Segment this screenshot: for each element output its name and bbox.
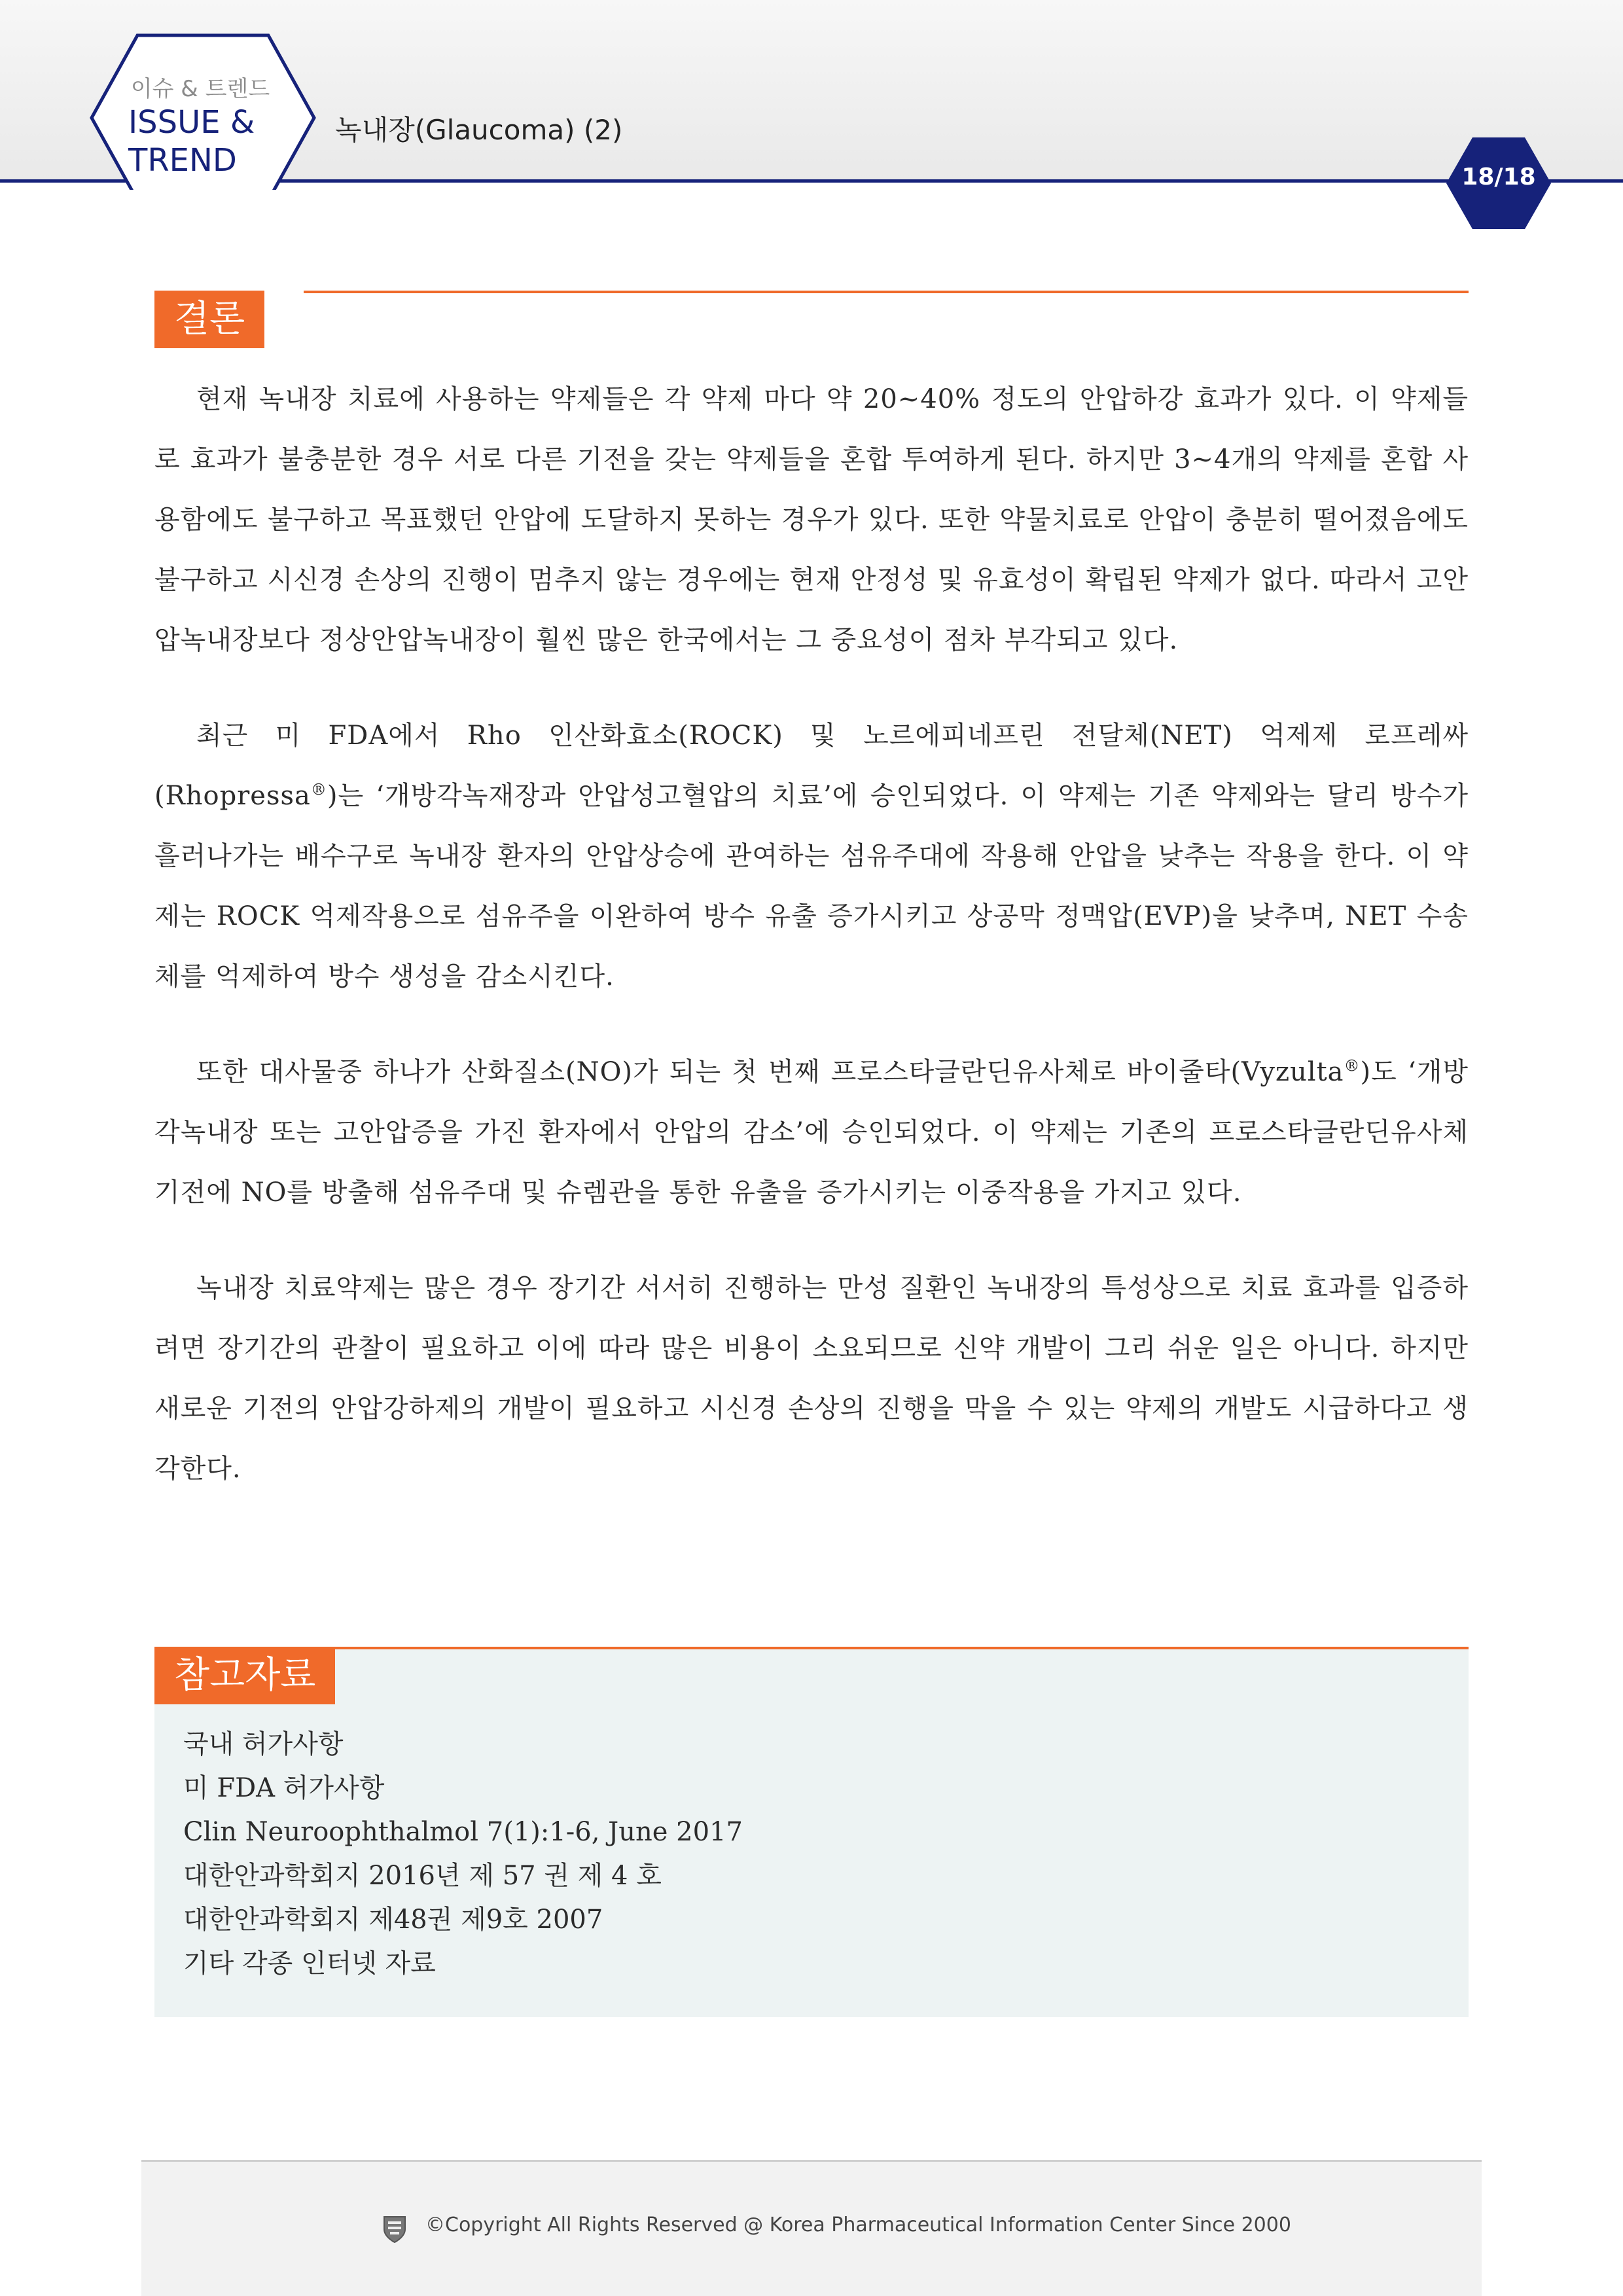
kpic-logo-icon xyxy=(382,2215,407,2244)
reference-item: 대한안과학회지 제48권 제9호 2007 xyxy=(183,1905,603,1935)
reference-item: 미 FDA 허가사항 xyxy=(183,1773,385,1803)
reference-item: 대한안과학회지 2016년 제 57 권 제 4 호 xyxy=(183,1861,662,1891)
badge-title-line2: TREND xyxy=(128,142,237,179)
paragraph-1: 현재 녹내장 치료에 사용하는 약제들은 각 약제 마다 약 20~40% 정도의 안압하강 효과가 있다. 이 약제들로 효과가 불충분한 경우 서로 다른 기전을 갖는 약제들을 혼합 투여하게 된다. 하지만 3~4개의 약제를 혼합 사용함에도 불구하고 목표했던 안압에 도달하지 못하는 경우가 있다. 또한 약물치료로 안압이 충분히 떨어졌음에도 불구하고 시신경 손상의 진행이 멈추지 않는 경우에는 현재 안정성 및 유효성이 확립된 약제가 없다. 따라서 고안압녹내장보다 정상안압녹내장이 훨씬 많은 한국에서는 그 중요성이 점차 부각되고 있다. xyxy=(154,384,1469,655)
conclusion-heading-bar xyxy=(154,291,1469,348)
paragraph-3-part-b: )도 ‘개방각녹내장 또는 고안압증을 가진 환자에서 안압의 감소’에 승인되었다. 이 약제는 기존의 프로스타글란딘유사체 기전에 NO를 방출해 섬유주대 및 슈렘관을 통한 유출을 증가시키는 이중작용을 가지고 있다. xyxy=(154,1057,1469,1208)
paragraph-3-part-a: 또한 대사물중 하나가 산화질소(NO)가 되는 첫 번째 프로스타글란딘유사체로 바이줄타(Vyzulta xyxy=(196,1057,1344,1087)
badge-title xyxy=(128,103,298,179)
references-heading-bar xyxy=(154,1647,1469,1704)
badge-title-line1: ISSUE & xyxy=(128,104,255,141)
conclusion-heading: 결론 xyxy=(154,291,264,348)
paragraph-2-part-a: 최근 미 FDA에서 Rho 인산화효소(ROCK) 및 노르에피네프린 전달체(NET) 억제제 로프레싸(Rhopressa xyxy=(154,721,1469,811)
reference-item: Clin Neuroophthalmol 7(1):1-6, June 2017 xyxy=(183,1817,743,1847)
reference-item: 국내 허가사항 xyxy=(183,1729,344,1759)
reference-item: 기타 각종 인터넷 자료 xyxy=(183,1948,436,1979)
conclusion-heading-rule xyxy=(304,291,1469,293)
page-number: 18/18 xyxy=(1461,164,1536,190)
paragraph-3 xyxy=(154,1042,1469,1223)
conclusion-body xyxy=(154,369,1469,1534)
document-title: 녹내장(Glaucoma) (2) xyxy=(335,114,623,146)
registered-mark: ® xyxy=(1344,1056,1361,1075)
references-list xyxy=(183,1723,743,1986)
paragraph-2-part-b: )는 ‘개방각녹재장과 안압성고혈압의 치료’에 승인되었다. 이 약제는 기존 약제와는 달리 방수가 흘러나가는 배수구로 녹내장 환자의 안압상승에 관여하는 섬유주대에 작용해 안압을 낮추는 작용을 한다. 이 약제는 ROCK 억제작용으로 섬유주을 이완하여 방수 유출 증가시키고 상공막 정맥압(EVP)을 낮추며, NET 수송체를 억제하여 방수 생성을 감소시킨다. xyxy=(154,781,1469,992)
paragraph-4: 녹내장 치료약제는 많은 경우 장기간 서서히 진행하는 만성 질환인 녹내장의 특성상으로 치료 효과를 입증하려면 장기간의 관찰이 필요하고 이에 따라 많은 비용이 소요되므로 신약 개발이 그리 쉬운 일은 아니다. 하지만 새로운 기전의 안압강하제의 개발이 필요하고 시신경 손상의 진행을 막을 수 있는 약제의 개발도 시급하다고 생각한다. xyxy=(154,1273,1469,1484)
badge-subtitle: 이슈 & 트렌드 xyxy=(130,76,270,102)
references-heading: 참고자료 xyxy=(154,1647,335,1704)
paragraph-2 xyxy=(154,706,1469,1007)
references-heading-rule xyxy=(154,1647,1469,1649)
registered-mark: ® xyxy=(310,780,327,799)
footer-copyright: ©Copyright All Rights Reserved @ Korea Pharmaceutical Information Center Since 2000 xyxy=(425,2214,1291,2236)
